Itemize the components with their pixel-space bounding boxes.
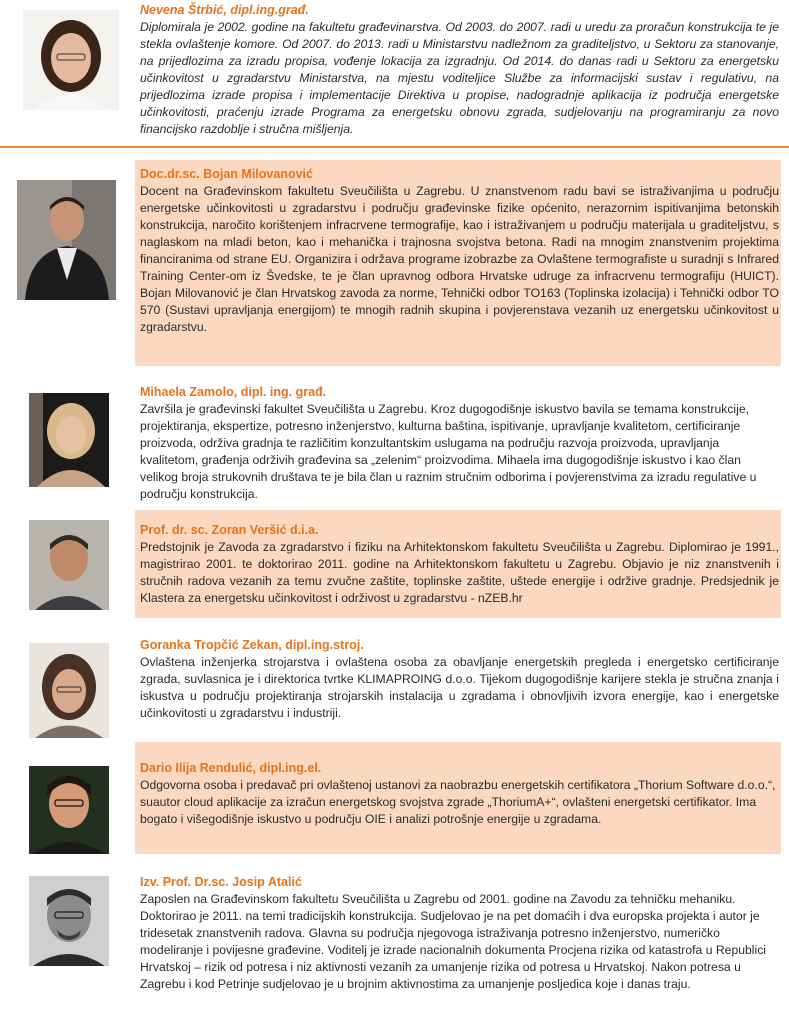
person-entry-6 [0, 742, 789, 854]
person-text-4 [140, 522, 779, 607]
person-bio: Odgovorna osoba i predavač pri ovlaštenoj ustanovi za naobrazbu energetskih certifikatora „Thorium Software d.o.o.“, suautor cloud aplikacije za izračun energetskog svojstva zgrade „ThoriumA+“, ovlašteni energetski certifikator. Ima bogato i višegodišnje iskustvo u području OIE i analizi potrošnje energije u zgradama. [140, 778, 776, 826]
person-name: Izv. Prof. Dr.sc. Josip Atalić [140, 875, 302, 889]
person-bio: Zaposlen na Građevinskom fakultetu Sveučilišta u Zagrebu od 2001. godine na Zavodu za tehničku mehaniku. Doktorirao je 2011. na temi tradicijskih konstrukcija. Sudjelovao je na pet domaćih i dva europska projekta i autor je tridesetak znanstvenih radova. Glavna su područja njegovoga istraživanja potresno inženjerstvo, numeričko modeliranje i povijesne građevine. Voditelj je izrade nacionalnih dokumenta Procjena rizika od katastrofa u Republici Hrvatskoj – rizik od potresa i niz aktivnosti vezanih za umanjenje rizika od potresa u Hrvatskoj. Nakon potresa u Zagrebu i kod Petrinje sudjelovao je u brojnim aktivnostima za umanjenje posljedica koje i danas traju. [140, 892, 766, 991]
portrait-photo-6 [29, 766, 109, 854]
person-text-6 [140, 760, 779, 828]
section-divider [0, 146, 789, 148]
person-entry-5 [0, 625, 789, 740]
person-name: Dario Ilija Rendulić, dipl.ing.el. [140, 761, 322, 775]
person-text-1 [140, 2, 779, 138]
person-name: Mihaela Zamolo, dipl. ing. građ. [140, 385, 327, 399]
person-text-2 [140, 166, 779, 336]
person-bio: Docent na Građevinskom fakultetu Sveučilišta u Zagrebu. U znanstvenom radu bavi se istraživanjima u području energetske učinkovitosti u zgradarstvu i području građevinske fizike općenito, nerazornim ispitivanjima betonskih konstrukcija, naročito korištenjem infracrvene termografije, kao i istraživanjem u području materijala u graditeljstvu, s naglaskom na mladi beton, kao i mehanička i trajnosna svojstva betona. Radi na mnogim znanstvenim projektima financiranima od strane EU. Organizira i održava programe izobrazbe za Ovlaštene termografiste u suradnji s Infrared Training Center-om iz Švedske, te je član upravnog odbora Hrvatske udruge za infracrvenu termografiju (HUICT). Bojan Milovanović je član Hrvatskog zavoda za norme, Tehnički odbor TO163 (Toplinska izolacija) i Tehnički odbor TO 570 (Sustavi upravljanja energijom) te mnogih radnih skupina i povjerenstava vezanih uz energetsku učinkovitost u zgradarstvu. [140, 184, 779, 334]
portrait-photo-1 [23, 10, 119, 110]
person-entry-2 [0, 160, 789, 366]
person-bio: Diplomirala je 2002. godine na fakultetu građevinarstva. Od 2003. do 2007. radi u uredu za proračun konstrukcija te je stekla ovlaštenje komore. Od 2007. do 2013. radi u Ministarstvu nadležnom za graditeljstvo, u Sektoru za stanovanje, na prijedlozima za izradu propisa, vođenje lokacija za izgradnju. Od 2014. do danas radi u Sektoru za energetsku učinkovitost u zgradarstvu Ministarstva, na mjestu voditeljice Službe za informacijski sustav i regulativu, na prijedlozima izrade propisa i implementacije Direktiva u propise, nadogradnje aplikacija iz područja energetske učinkovitosti, praćenju izrade Programa za energetsku obnovu zgrada, sudjelovanju na programiranju za novo financijsko razdoblje i stručna mišljenja. [140, 20, 779, 136]
portrait-photo-2 [17, 180, 116, 300]
person-name: Doc.dr.sc. Bojan Milovanović [140, 167, 313, 181]
person-entry-4 [0, 510, 789, 618]
person-bio: Završila je građevinski fakultet Sveučilišta u Zagrebu. Kroz dugogodišnje iskustvo bavila se temama konstrukcije, projektiranja, ekspertize, potresno inženjerstvo, kulturna baština, ispitivanje, upravljanje kvalitetom, certificiranje proizvoda, održiva gradnja te različitim konzultantskim uslugama na području razvoja proizvoda, upravljanja kvalitetom, građenja održivih građevina sa „zelenim“ proizvodima. Mihaela ima dugogodišnje iskustvo i kao član velikog broja strukovnih društava te je bila član u raznim stručnim odborima i povjerenstvima za izradu regulative u području konstrukcija. [140, 402, 757, 501]
person-entry-1 [0, 0, 789, 145]
person-bio: Ovlaštena inženjerka strojarstva i ovlaštena osoba za obavljanje energetskih pregleda i energetsko certificiranje zgrada, suvlasnica je i direktorica tvrtke KLIMAPROING d.o.o. Tijekom dugogodišnje karijere stekla je stručna znanja i iskustva u području projektiranja strojarskih instalacija u zgradama i obnovljivih izvora energije, kao i energetske učinkovitosti u zgradarstvu i industriji. [140, 655, 779, 720]
person-entry-7 [0, 860, 789, 1024]
person-entry-3 [0, 380, 789, 508]
person-name: Prof. dr. sc. Zoran Veršić d.i.a. [140, 523, 319, 537]
person-text-3 [140, 384, 779, 503]
portrait-photo-3 [29, 393, 109, 487]
person-bio: Predstojnik je Zavoda za zgradarstvo i fiziku na Arhitektonskom fakultetu Sveučilišta u Zagrebu. Diplomirao je 1991., magistrirao 2001. te doktorirao 2011. godine na Arhitektonskom fakultetu u Zagrebu. Objavio je niz znanstvenih i stručnih radova vezanih za temu zvučne zaštite, toplinske zaštite, uštede energije i održive gradnje. Predsjednik je Klastera za energetsku učinkovitost i održivost u zgradarstvu - nZEB.hr [140, 540, 779, 605]
portrait-photo-5 [29, 643, 109, 738]
person-name: Nevena Štrbić, dipl.ing.građ. [140, 3, 309, 17]
person-name: Goranka Tropčić Zekan, dipl.ing.stroj. [140, 638, 364, 652]
person-text-7 [140, 874, 779, 993]
person-text-5 [140, 637, 779, 722]
portrait-photo-4 [29, 520, 109, 610]
portrait-photo-7 [29, 876, 109, 966]
